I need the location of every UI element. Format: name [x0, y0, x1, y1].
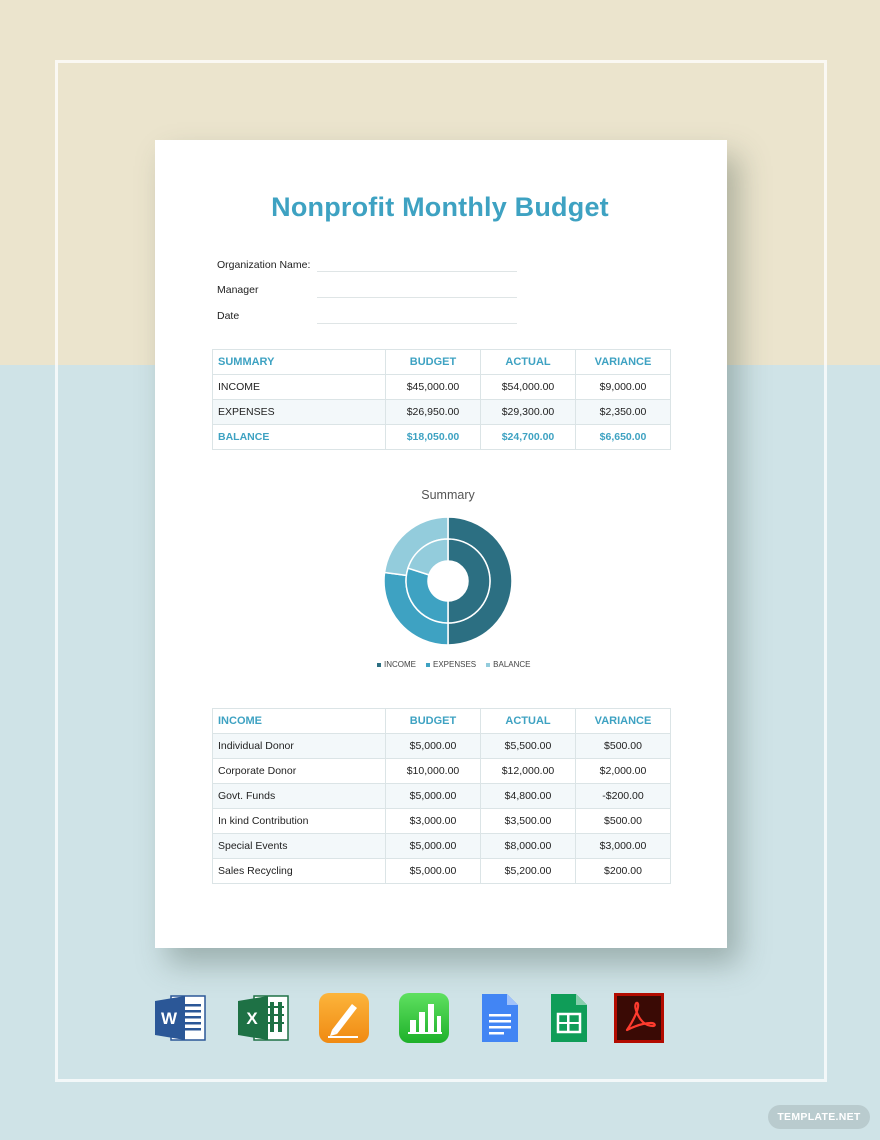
- legend-item: [377, 660, 416, 669]
- field-label-organization: Organization Name:: [217, 259, 311, 271]
- table-cell: $18,050.00: [386, 425, 481, 450]
- table-cell: EXPENSES: [213, 400, 386, 425]
- table-row-balance: [213, 425, 671, 450]
- table-row: [213, 375, 671, 400]
- table-cell: $2,000.00: [576, 759, 671, 784]
- numbers-icon[interactable]: [398, 992, 450, 1044]
- table-row: [213, 759, 671, 784]
- template-watermark: TEMPLATE.NET: [768, 1105, 870, 1129]
- table-cell: $5,000.00: [386, 859, 481, 884]
- field-line-manager[interactable]: [317, 297, 517, 298]
- word-icon[interactable]: [155, 992, 207, 1044]
- table-cell: $5,200.00: [481, 859, 576, 884]
- table-cell: $3,500.00: [481, 809, 576, 834]
- table-cell: BALANCE: [213, 425, 386, 450]
- table-cell: $54,000.00: [481, 375, 576, 400]
- table-header: BUDGET: [386, 350, 481, 375]
- table-cell: $200.00: [576, 859, 671, 884]
- income-table: [212, 708, 671, 884]
- legend-swatch-income: [377, 663, 381, 667]
- table-cell: $8,000.00: [481, 834, 576, 859]
- excel-letter: X: [246, 1009, 258, 1028]
- table-cell: $24,700.00: [481, 425, 576, 450]
- table-cell: -$200.00: [576, 784, 671, 809]
- table-header: VARIANCE: [576, 350, 671, 375]
- summary-table: [212, 349, 671, 450]
- legend-item: [486, 660, 530, 669]
- table-cell: Corporate Donor: [213, 759, 386, 784]
- table-cell: $5,500.00: [481, 734, 576, 759]
- table-header: ACTUAL: [481, 709, 576, 734]
- summary-donut-chart: [380, 513, 516, 649]
- table-row: [213, 834, 671, 859]
- legend-item: [426, 660, 476, 669]
- legend-label: INCOME: [384, 660, 416, 669]
- table-cell: $5,000.00: [386, 784, 481, 809]
- table-cell: Special Events: [213, 834, 386, 859]
- table-cell: $6,650.00: [576, 425, 671, 450]
- table-cell: $45,000.00: [386, 375, 481, 400]
- google-docs-icon[interactable]: [474, 992, 526, 1044]
- table-cell: Govt. Funds: [213, 784, 386, 809]
- document-title: Nonprofit Monthly Budget: [271, 192, 609, 222]
- word-letter: W: [160, 1009, 178, 1028]
- table-cell: In kind Contribution: [213, 809, 386, 834]
- table-cell: $5,000.00: [386, 734, 481, 759]
- table-header: BUDGET: [386, 709, 481, 734]
- table-cell: $3,000.00: [386, 809, 481, 834]
- table-header: ACTUAL: [481, 350, 576, 375]
- table-cell: $2,350.00: [576, 400, 671, 425]
- table-cell: $4,800.00: [481, 784, 576, 809]
- table-cell: $5,000.00: [386, 834, 481, 859]
- legend-label: BALANCE: [493, 660, 531, 669]
- table-cell: $500.00: [576, 809, 671, 834]
- table-header-row: [213, 709, 671, 734]
- pdf-icon[interactable]: [613, 992, 665, 1044]
- table-header: SUMMARY: [213, 350, 386, 375]
- field-line-date[interactable]: [317, 323, 517, 324]
- table-row: [213, 859, 671, 884]
- table-cell: Individual Donor: [213, 734, 386, 759]
- table-cell: $9,000.00: [576, 375, 671, 400]
- table-cell: $3,000.00: [576, 834, 671, 859]
- google-sheets-icon[interactable]: [543, 992, 595, 1044]
- table-cell: $12,000.00: [481, 759, 576, 784]
- table-cell: $500.00: [576, 734, 671, 759]
- table-cell: INCOME: [213, 375, 386, 400]
- field-line-organization[interactable]: [317, 271, 517, 272]
- table-header: INCOME: [213, 709, 386, 734]
- table-cell: $29,300.00: [481, 400, 576, 425]
- table-header-row: [213, 350, 671, 375]
- legend-swatch-balance: [486, 663, 490, 667]
- table-cell: $10,000.00: [386, 759, 481, 784]
- table-cell: Sales Recycling: [213, 859, 386, 884]
- pages-icon[interactable]: [318, 992, 370, 1044]
- legend-swatch-expenses: [426, 663, 430, 667]
- table-cell: $26,950.00: [386, 400, 481, 425]
- table-row: [213, 734, 671, 759]
- table-row: [213, 784, 671, 809]
- legend-label: EXPENSES: [433, 660, 477, 669]
- field-label-manager: Manager: [217, 284, 259, 296]
- table-row: [213, 809, 671, 834]
- chart-legend: [377, 660, 531, 669]
- table-row: [213, 400, 671, 425]
- field-label-date: Date: [217, 310, 240, 322]
- table-header: VARIANCE: [576, 709, 671, 734]
- chart-title: Summary: [421, 488, 475, 502]
- excel-icon[interactable]: [238, 992, 290, 1044]
